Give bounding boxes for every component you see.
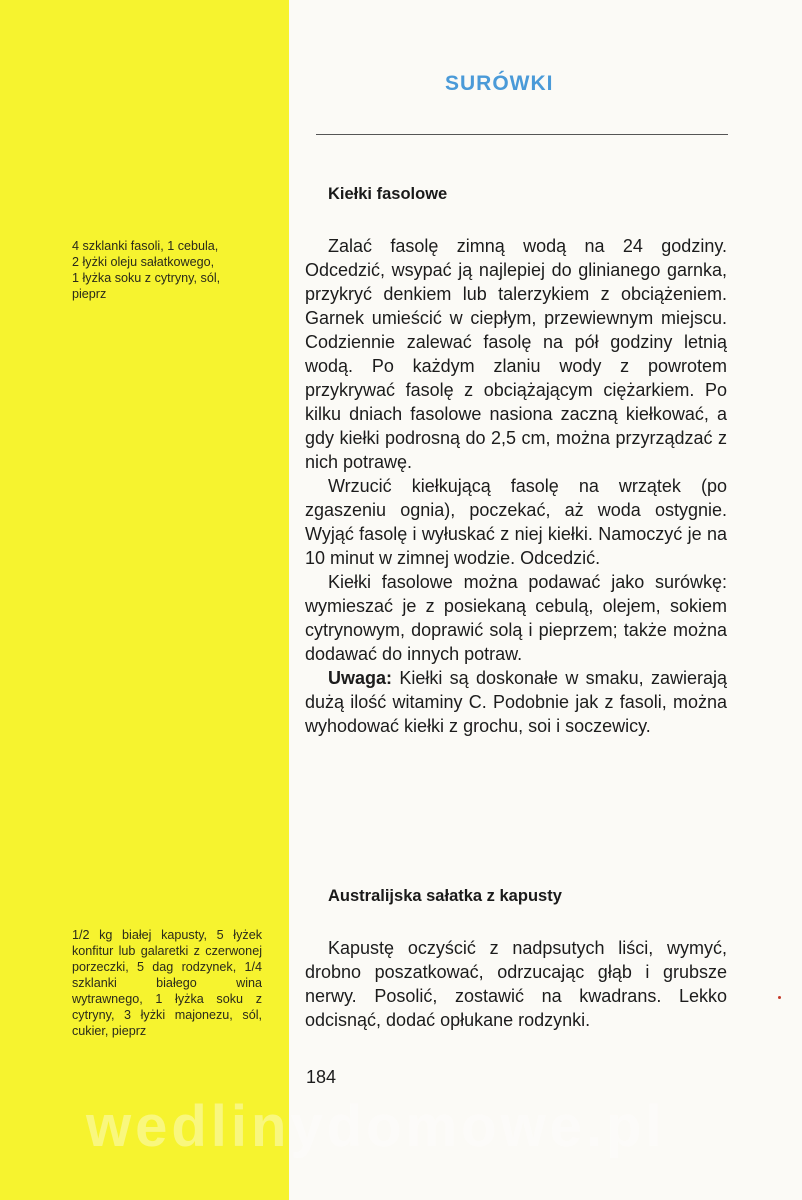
recipe-1-ingredients: 4 szklanki fasoli, 1 cebula, 2 łyżki oleju sałatkowego, 1 łyżka soku z cytryny, sól, pieprz bbox=[72, 239, 221, 301]
recipe-1-note bbox=[305, 666, 727, 738]
watermark: wedlinydomowe.pl bbox=[86, 1094, 666, 1159]
note-text: Kiełki są doskonałe w smaku, zawierają dużą ilość witaminy C. Podobnie jak z fasoli, można wyhodować kiełki z grochu, soi i soczewicy. bbox=[305, 668, 727, 736]
recipe-2-paragraph: Kapustę oczyścić z nadpsutych liści, wymyć, drobno poszatkować, odrzucając głąb i grubsze nerwy. Posolić, zostawić na kwadrans. Lekko odcisnąć, dodać opłukane rodzynki. bbox=[305, 938, 727, 1030]
recipe-2-ingredients: 1/2 kg białej kapusty, 5 łyżek konfitur lub galaretki z czerwonej porzeczki, 5 dag rodzynek, 1/4 szklanki białego wina wytrawnego, 1 łyżka soku z cytryny, 3 łyżki majonezu, sól, cukier, pieprz bbox=[72, 928, 262, 1038]
recipe-2-title: Australijska sałatka z kapusty bbox=[328, 887, 562, 905]
chapter-title: SURÓWKI bbox=[445, 72, 554, 95]
print-speck bbox=[778, 996, 781, 999]
recipe-1-paragraph: Kiełki fasolowe można podawać jako surówkę: wymieszać je z posiekaną cebulą, olejem, sokiem cytrynowym, doprawić solą i pieprzem; także można dodawać do innych potraw. bbox=[305, 572, 727, 664]
recipe-1-paragraph: Zalać fasolę zimną wodą na 24 godziny. Odcedzić, wsypać ją najlepiej do glinianego garnka, przykryć denkiem lub talerzykiem z obciążeniem. Garnek umieścić w ciepłym, przewiewnym miejscu. Codziennie zalewać fasolę na pół godziny letnią wodą. Po każdym zlaniu wody z powrotem przykrywać fasolę z obciążającym ciężarkiem. Po kilku dniach fasolowe nasiona zaczną kiełkować, a gdy kiełki podrosną do 2,5 cm, można przyrządzać z nich potrawę. bbox=[305, 236, 727, 472]
recipe-2-body bbox=[305, 936, 727, 1032]
note-label: Uwaga: bbox=[328, 668, 393, 688]
recipe-1-paragraph: Wrzucić kiełkującą fasolę na wrzątek (po zgaszeniu ognia), poczekać, aż woda ostygnie. Wyjąć fasolę i wyłuskać z niej kiełki. Namoczyć je na 10 minut w zimnej wodzie. Odcedzić. bbox=[305, 476, 727, 568]
recipe-1-title: Kiełki fasolowe bbox=[328, 185, 448, 203]
page-number: 184 bbox=[306, 1067, 337, 1087]
title-divider bbox=[316, 134, 728, 135]
recipe-1-body bbox=[305, 234, 727, 738]
